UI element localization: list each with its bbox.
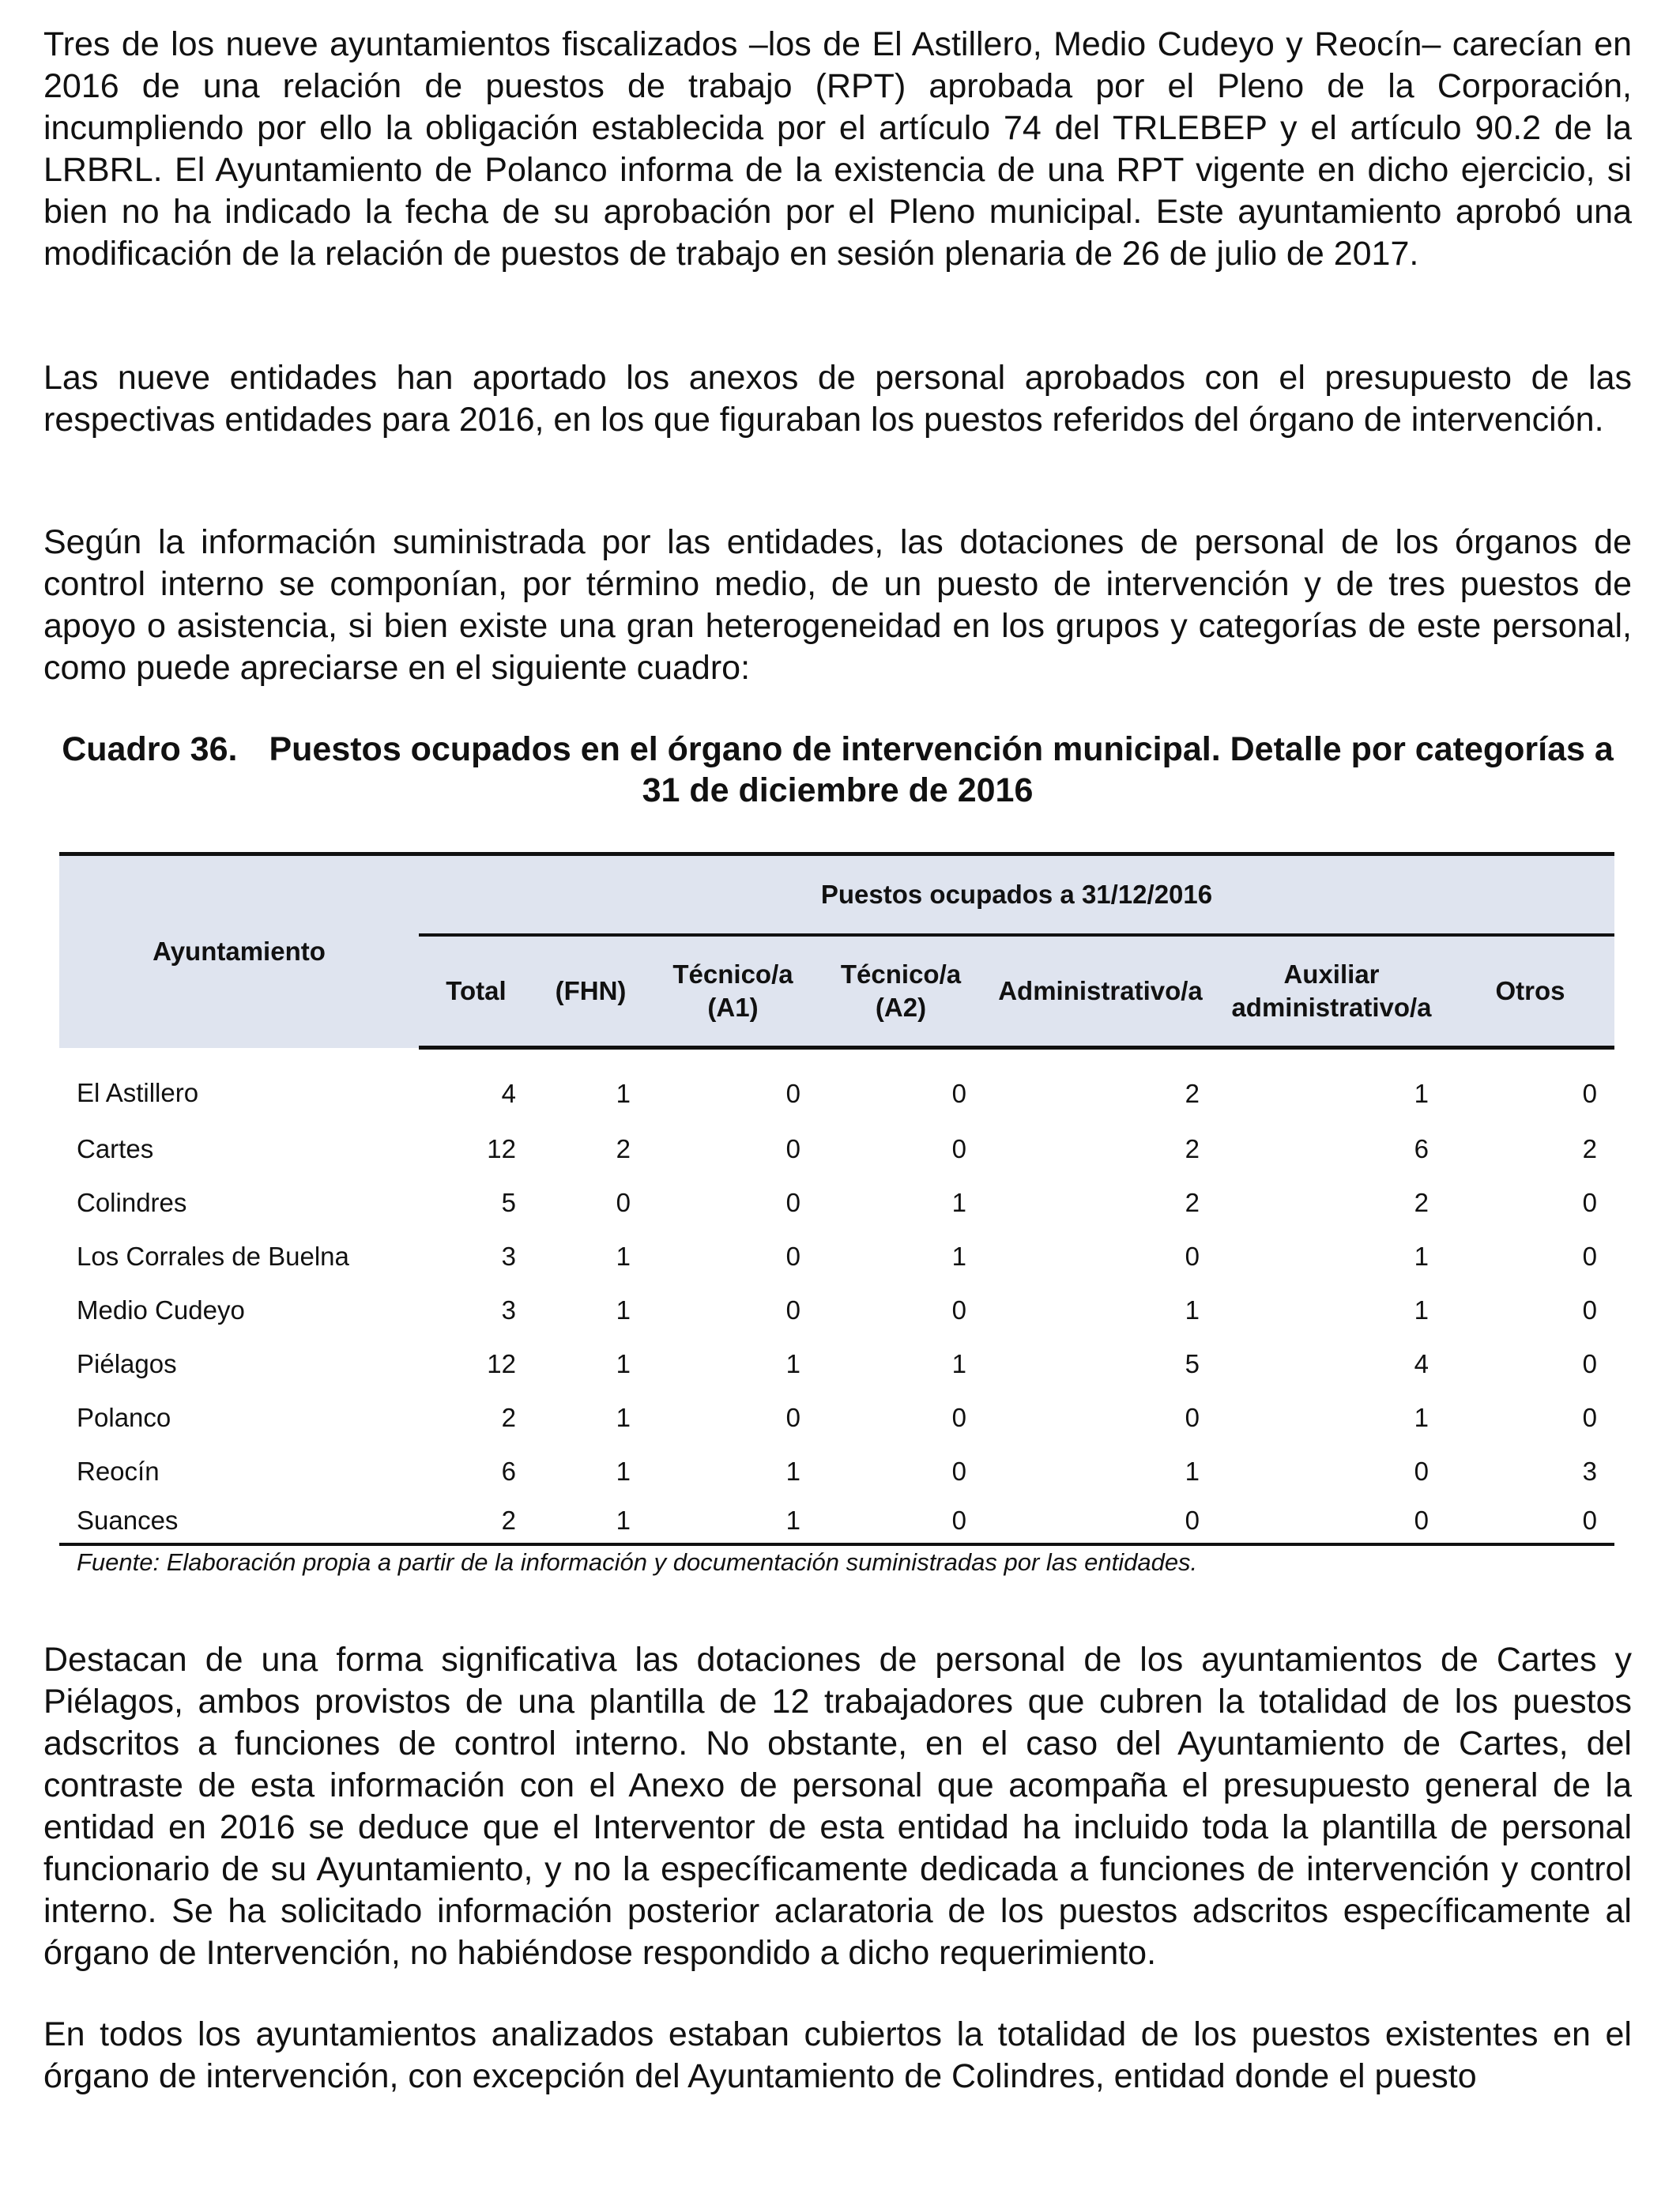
cell-value: 1: [785, 1457, 800, 1486]
cell-value: 2: [1185, 1079, 1200, 1108]
column-header-line: (FHN): [555, 976, 627, 1005]
cell-value: 1: [533, 1498, 648, 1544]
cell-ayuntamiento: El Astillero: [77, 1077, 199, 1107]
cell-value: 0: [785, 1079, 800, 1108]
staff-table-container: [59, 852, 1614, 1578]
cell-value: 0: [951, 1457, 966, 1486]
cell-value: 2: [501, 1403, 516, 1432]
group-header-cell: Puestos ocupados a 31/12/2016: [419, 854, 1614, 936]
cell-ayuntamiento: Reocín: [77, 1457, 160, 1486]
cell-value: 1: [1414, 1079, 1429, 1108]
cell-value: 3: [501, 1295, 516, 1325]
cell-value: 2: [1582, 1134, 1597, 1163]
cell-value: 2: [419, 1498, 533, 1544]
table-header-row-top: [59, 854, 1614, 936]
cell-value: 6: [501, 1457, 516, 1486]
column-header-line: Auxiliar: [1283, 959, 1380, 989]
table-source-note: Fuente: Elaboración propia a partir de la información y documentación suministradas por las entidades.: [77, 1548, 1198, 1576]
cell-ayuntamiento: Los Corrales de Buelna: [77, 1242, 349, 1271]
cell-value: 2: [1185, 1188, 1200, 1217]
cell-value: 1: [1414, 1295, 1429, 1325]
cell-value: 5: [501, 1188, 516, 1217]
cell-value: 0: [616, 1188, 631, 1217]
cell-value: 0: [1185, 1242, 1200, 1271]
column-header-line: Otros: [1495, 976, 1565, 1005]
table-caption-title: Puestos ocupados en el órgano de intervención municipal. Detalle por categorías a 31 de diciembre de 2016: [269, 730, 1614, 809]
table-row: [59, 1230, 1614, 1284]
table-row: [59, 1445, 1614, 1498]
cell-value: 12: [487, 1349, 516, 1378]
cell-value: 0: [1446, 1498, 1614, 1544]
column-header-line: Total: [446, 976, 507, 1005]
cell-ayuntamiento: Colindres: [77, 1188, 187, 1217]
paragraph-dotaciones: Según la información suministrada por las entidades, las dotaciones de personal de los órganos de control interno se componían, por término medio, de un puesto de intervención y de tres puestos de apoyo o asistencia, si bien existe una gran heterogeneidad en los grupos y categorías de este personal, como puede apreciarse en el siguiente cuadro:: [43, 523, 1632, 687]
cell-ayuntamiento: Suances: [59, 1498, 419, 1544]
column-header-3: [818, 935, 984, 1048]
cell-value: 1: [951, 1242, 966, 1271]
cell-value: 2: [1414, 1188, 1429, 1217]
column-header-2: [648, 935, 818, 1048]
cell-value: 1: [648, 1498, 818, 1544]
table-row: [59, 1048, 1614, 1123]
cell-value: 6: [1414, 1134, 1429, 1163]
cell-value: 2: [1185, 1134, 1200, 1163]
table-row: [59, 1122, 1614, 1176]
cell-value: 1: [616, 1457, 631, 1486]
table-caption-number: Cuadro 36.: [62, 730, 238, 768]
cell-value: 0: [951, 1295, 966, 1325]
cell-value: 0: [785, 1134, 800, 1163]
cell-value: 1: [1414, 1242, 1429, 1271]
row-header-cell: Ayuntamiento: [59, 854, 419, 1048]
cell-value: 0: [1582, 1349, 1597, 1378]
cell-ayuntamiento: Medio Cudeyo: [77, 1295, 245, 1325]
paragraph-rpt: Tres de los nueve ayuntamientos fiscalizados –los de El Astillero, Medio Cudeyo y Reocín– carecían en 2016 de una relación de puestos de trabajo (RPT) aprobada por el Pleno de la Corporación, incumpliendo por ello la obligación establecida por el artículo 74 del TRLEBEP y el artículo 90.2 de la LRBRL. El Ayuntamiento de Polanco informa de la existencia de una RPT vigente en dicho ejercicio, si bien no ha indicado la fecha de su aprobación por el Pleno municipal. Este ayuntamiento aprobó una modificación de la relación de puestos de trabajo en sesión plenaria de 26 de julio de 2017.: [43, 25, 1632, 273]
cell-value: 3: [501, 1242, 516, 1271]
staff-table: [59, 852, 1614, 1546]
table-row: [59, 1391, 1614, 1445]
table-row: [59, 1176, 1614, 1230]
column-header-line: (A2): [875, 993, 927, 1022]
cell-ayuntamiento: Polanco: [77, 1403, 171, 1432]
cell-value: 1: [616, 1349, 631, 1378]
cell-value: 1: [785, 1349, 800, 1378]
table-row: [59, 1498, 1614, 1544]
cell-value: 0: [818, 1498, 984, 1544]
cell-value: 0: [1582, 1295, 1597, 1325]
cell-value: 1: [616, 1295, 631, 1325]
cell-value: 0: [984, 1498, 1217, 1544]
column-header-1: [533, 935, 648, 1048]
column-header-6: [1446, 935, 1614, 1048]
cell-value: 0: [1582, 1188, 1597, 1217]
cell-value: 1: [616, 1242, 631, 1271]
cell-value: 0: [1217, 1498, 1446, 1544]
column-header-line: Técnico/a: [672, 959, 793, 989]
cell-value: 0: [1582, 1079, 1597, 1108]
table-caption: [43, 729, 1632, 811]
column-header-4: [984, 935, 1217, 1048]
paragraph-anexos: Las nueve entidades han aportado los anexos de personal aprobados con el presupuesto de las respectivas entidades para 2016, en los que figuraban los puestos referidos del órgano de intervención.: [43, 359, 1632, 439]
cell-value: 4: [1414, 1349, 1429, 1378]
paragraph-cartes-pielagos: Destacan de una forma significativa las dotaciones de personal de los ayuntamientos de Cartes y Piélagos, ambos provistos de una plantilla de 12 trabajadores que cubren la totalidad de los puestos adscritos a funciones de control interno. No obstante, en el caso del Ayuntamiento de Cartes, del contraste de esta información con el Anexo de personal que acompaña el presupuesto general de la entidad en 2016 se deduce que el Interventor de esta entidad ha incluido toda la plantilla de personal funcionario de su Ayuntamiento, y no la específicamente dedicada a funciones de intervención y control interno. Se ha solicitado información posterior aclaratoria de los puestos adscritos específicamente al órgano de Intervención, no habiéndose respondido a dicho requerimiento.: [43, 1641, 1632, 1972]
cell-value: 0: [951, 1134, 966, 1163]
cell-value: 1: [616, 1403, 631, 1432]
table-body: [59, 1048, 1614, 1545]
paragraph-colindres: En todos los ayuntamientos analizados estaban cubiertos la totalidad de los puestos existentes en el órgano de intervención, con excepción del Ayuntamiento de Colindres, entidad donde el puesto: [43, 2015, 1632, 2095]
column-header-line: administrativo/a: [1231, 993, 1432, 1022]
cell-value: 1: [1185, 1295, 1200, 1325]
cell-value: 1: [951, 1349, 966, 1378]
cell-ayuntamiento: Piélagos: [77, 1349, 177, 1378]
cell-value: 1: [951, 1188, 966, 1217]
cell-value: 5: [1185, 1349, 1200, 1378]
cell-value: 0: [785, 1188, 800, 1217]
cell-value: 0: [951, 1079, 966, 1108]
column-header-line: (A1): [707, 993, 759, 1022]
column-header-line: Administrativo/a: [998, 976, 1203, 1005]
cell-value: 0: [1185, 1403, 1200, 1432]
column-header-0: [419, 935, 533, 1048]
cell-value: 0: [1582, 1242, 1597, 1271]
cell-value: 1: [616, 1079, 631, 1108]
cell-value: 0: [951, 1403, 966, 1432]
table-row: [59, 1284, 1614, 1337]
cell-value: 0: [1414, 1457, 1429, 1486]
cell-value: 12: [487, 1134, 516, 1163]
cell-value: 1: [1414, 1403, 1429, 1432]
cell-value: 0: [785, 1403, 800, 1432]
table-row: [59, 1337, 1614, 1391]
cell-value: 4: [501, 1079, 516, 1108]
cell-ayuntamiento: Cartes: [77, 1134, 154, 1163]
cell-value: 0: [785, 1242, 800, 1271]
column-header-5: [1217, 935, 1446, 1048]
cell-value: 2: [616, 1134, 631, 1163]
column-header-line: Técnico/a: [840, 959, 962, 989]
cell-value: 3: [1582, 1457, 1597, 1486]
cell-value: 0: [785, 1295, 800, 1325]
cell-value: 1: [1185, 1457, 1200, 1486]
cell-value: 0: [1582, 1403, 1597, 1432]
